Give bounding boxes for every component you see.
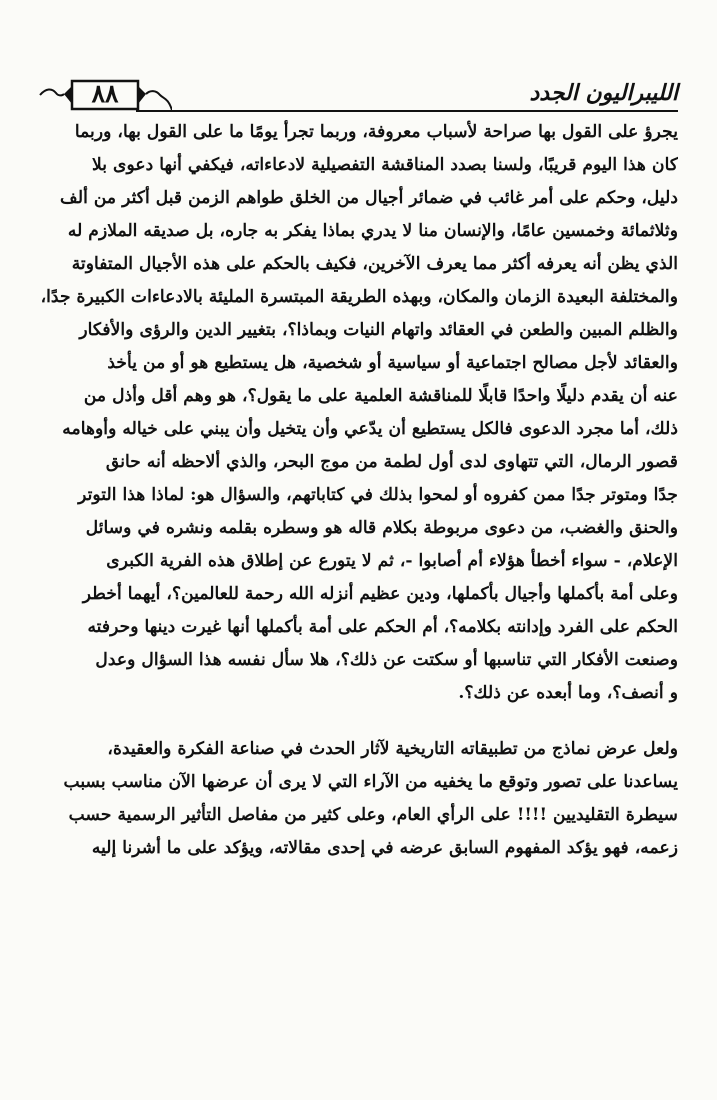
paragraph-spacer <box>40 710 678 733</box>
text-line: ذلك، أما مجرد الدعوى فالكل يستطيع أن يدّعي وأن يتخيل وأن يبني على خياله وأوهامه <box>62 419 678 439</box>
text-line: سيطرة التقليديين !!!! على الرأي العام، وعلى كثير من مفاصل التأثير الرسمية حسب <box>68 805 678 825</box>
text-line: وصنعت الأفكار التي تناسبها أو سكتت عن ذلك؟، هلا سأل نفسه هذا السؤال وعدل <box>95 650 678 670</box>
header-divider <box>136 110 678 112</box>
text-line: الحكم على الفرد وإدانته بكلامه؟، أم الحكم على أمة بأكملها أنها غيرت دينها وحرفته <box>87 617 678 637</box>
text-line: يساعدنا على تصور وتوقع ما يخفيه من الآراء التي لا يرى أن عرضها الآن مناسب بسبب <box>63 772 678 792</box>
paragraph-2 <box>40 733 678 865</box>
text-line: جدًا ومتوتر جدًا ممن كفروه أو لمحوا بذلك في كتاباتهم، والسؤال هو: لماذا هذا التوتر <box>78 485 678 505</box>
text-line: عنه أن يقدم دليلًا واحدًا قابلًا للمناقشة العلمية على ما يقول؟، هو وهم أقل وأذل من <box>83 386 678 406</box>
text-line: وثلاثمائة وخمسين عامًا، والإنسان منا لا يدري بماذا يفكر به جاره، بل صديقه الملازم له <box>67 221 678 241</box>
text-line: والمختلفة البعيدة الزمان والمكان، وبهذه الطريقة المبتسرة المليئة بالادعاءات الكبيرة جدًا، <box>40 287 678 307</box>
page-header <box>38 78 678 112</box>
text-line: زعمه، فهو يؤكد المفهوم السابق عرضه في إحدى مقالاته، ويؤكد على ما أشرنا إليه <box>91 838 678 858</box>
text-line: والحنق والغضب، من دعوى مربوطة بكلام قاله هو وسطره بقلمه ونشره في وسائل <box>85 518 678 538</box>
text-line: ولعل عرض نماذج من تطبيقاته التاريخية لآثار الحدث في صناعة الفكرة والعقيدة، <box>107 739 678 759</box>
paragraph-1 <box>40 116 678 710</box>
text-line: الإعلام، - سواء أخطأ هؤلاء أم أصابوا -، ثم لا يتورع عن إطلاق هذه الفرية الكبرى <box>106 551 678 571</box>
text-line: قصور الرمال، التي تتهاوى لدى أول لطمة من موج البحر، والذي ألاحظه أنه حانق <box>105 452 678 472</box>
text-line: كان هذا اليوم قريبًا، ولسنا بصدد المناقشة التفصيلية لادعاءاته، فيكفي أنها دعوى بلا <box>91 155 678 175</box>
text-line: الذي يظن أنه يعرفه أكثر مما يعرف الآخرين، فكيف بالحكم على هذه الأجيال المتفاوتة <box>71 254 678 274</box>
text-line: والظلم المبين والطعن في العقائد واتهام النيات وبماذا؟، بتغيير الدين والرؤى والأفكار <box>79 320 678 340</box>
page-number: ٨٨ <box>91 79 119 108</box>
running-title: الليبراليون الجدد <box>529 80 678 106</box>
body-text <box>40 116 678 865</box>
text-line: وعلى أمة بأكملها وأجيال بأكملها، ودين عظيم أنزله الله رحمة للعالمين؟، أيهما أخطر <box>82 584 678 604</box>
text-line: يجرؤ على القول بها صراحة لأسباب معروفة، وربما تجرأ يومًا ما على القول بها، وربما <box>74 122 678 142</box>
text-line: دليل، وحكم على أمر غائب في ضمائر أجيال من الخلق طواهم الزمن قبل أكثر من ألف <box>60 188 678 208</box>
text-line: والعقائد لأجل مصالح اجتماعية أو سياسية أو شخصية، هل يستطيع هو أو من يأخذ <box>107 353 678 373</box>
text-line: و أنصف؟، وما أبعده عن ذلك؟. <box>458 683 678 703</box>
